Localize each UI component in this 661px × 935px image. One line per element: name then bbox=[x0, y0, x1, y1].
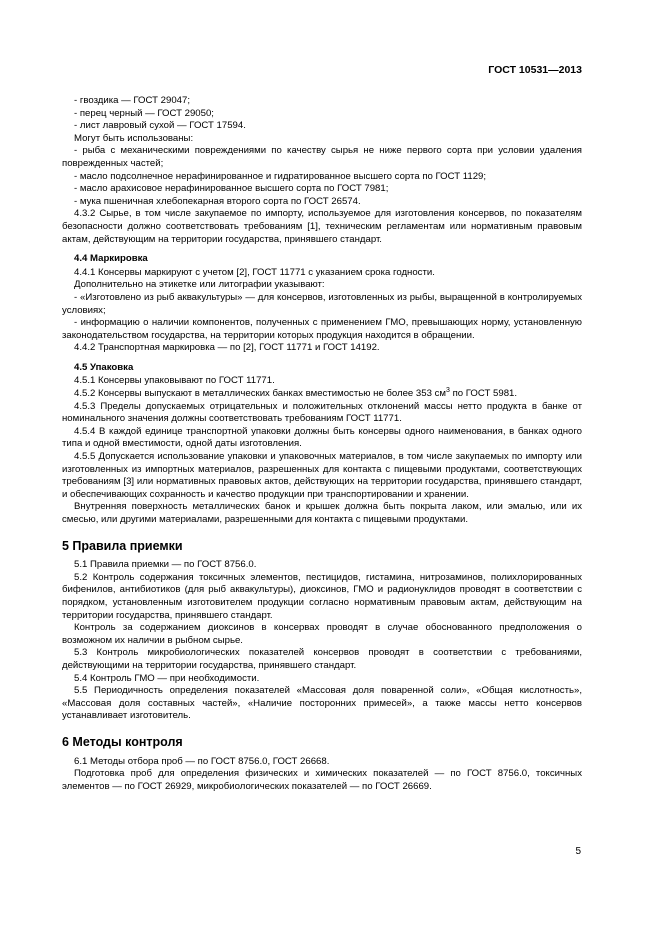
paragraph-4-4-1: 4.4.1 Консервы маркируют с учетом [2], ГОСТ 11771 с указанием срока годности. bbox=[74, 266, 435, 278]
paragraph-dioxin-control: Контроль за содержанием диоксинов в консервах проводят в случае обоснованного предположения о возможном их наличии в рыбном сырье. bbox=[62, 622, 582, 646]
paragraph-4-5-4: 4.5.4 В каждой единице транспортной упаковки должны быть консервы одного наименования, в банках одного типа и одной вместимости, одной даты изготовления. bbox=[62, 425, 582, 450]
list-item-aquaculture: - «Изготовлено из рыб аквакультуры» — для консервов, изготовленных из рыбы, выращенной в контролируемых условиях; bbox=[62, 291, 582, 316]
list-item-peanut-oil: - масло арахисовое нерафинированное высшего сорта по ГОСТ 7981; bbox=[74, 183, 389, 195]
may-be-used-text: Могут быть использованы: bbox=[74, 132, 194, 144]
paragraph-4-5-3: 4.5.3 Пределы допускаемых отрицательных и положительных отклонений массы нетто продукта в банке от номинального значения должны соответствовать требованиям ГОСТ 11771. bbox=[62, 400, 582, 425]
paragraph-4-3-2: 4.3.2 Сырье, в том числе закупаемое по импорту, используемое для изготовления консервов, по показателям безопасности должно соответствовать требованиям [1], техническим регламентам или нормативным правовым актам, действующим на территории государства, принявшего стандарт. bbox=[62, 208, 582, 245]
paragraph-4-4-2: 4.4.2 Транспортная маркировка — по [2], ГОСТ 11771 и ГОСТ 14192. bbox=[74, 342, 380, 354]
page-number: 5 bbox=[575, 846, 581, 857]
list-item-pepper: - перец черный — ГОСТ 29050; bbox=[74, 107, 214, 119]
paragraph-sample-preparation: Подготовка проб для определения физических и химических показателей — по ГОСТ 8756.0, токсичных элементов — по ГОСТ 26929, микробиологических показателей — по ГОСТ 26669. bbox=[62, 768, 582, 792]
list-item-sunflower-oil: - масло подсолнечное нерафинированное и гидратированное высшего сорта по ГОСТ 1129; bbox=[74, 170, 487, 182]
list-item-gmo-info: - информацию о наличии компонентов, полученных с применением ГМО, превышающих норму, установленную законодательством государства, на территории которых продукция находится в обращении. bbox=[62, 317, 582, 341]
section-title-5: 5 Правила приемки bbox=[62, 538, 183, 553]
list-item-damaged-fish: - рыба с механическими повреждениями по качеству сырья не ниже первого сорта при условии удаления поврежденных частей; bbox=[62, 145, 582, 169]
paragraph-additional-labeling: Дополнительно на этикетке или литографии указывают: bbox=[74, 279, 325, 291]
subsection-title-4-4: 4.4 Маркировка bbox=[74, 253, 148, 265]
subsection-title-4-5: 4.5 Упаковка bbox=[74, 361, 134, 373]
paragraph-4-5-5: 4.5.5 Допускается использование упаковки и упаковочных материалов, в том числе закупаемых по импорту или изготовленных из импортных материалов, разрешенных для контакта с пищевыми продуктами, соответствующих требованиям [3] или нормативных правовых актов, действующих на территории государства, принявшего стандарт, и обеспечивающих сохранность и качество продукции при транспортировании и хранении. bbox=[62, 451, 582, 500]
paragraph-5-2: 5.2 Контроль содержания токсичных элементов, пестицидов, гистамина, нитрозаминов, полихлорированных бифенилов, антибиотиков (для рыб аквакультуры), диоксинов, ГМО и радионуклидов проводят в соответствии с порядком, установленным изготовителем продукции согласно нормативным правовым актам, действующим на территории государства, принявшего стандарт. bbox=[62, 571, 582, 621]
document-body bbox=[62, 95, 582, 793]
paragraph-6-1: 6.1 Методы отбора проб — по ГОСТ 8756.0, ГОСТ 26668. bbox=[74, 755, 330, 767]
document-code-header: ГОСТ 10531—2013 bbox=[488, 64, 582, 76]
paragraph-4-5-2-text: 4.5.2 Консервы выпускают в металлических банках вместимостью не более 353 см bbox=[74, 388, 446, 400]
paragraph-5-5: 5.5 Периодичность определения показателей «Массовая доля поваренной соли», «Общая кислотность», «Массовая доля составных частей», «Наличие посторонних примесей», а также массы нетто консервов устанавливает изготовитель. bbox=[62, 685, 582, 722]
section-title-6: 6 Методы контроля bbox=[62, 734, 183, 749]
paragraph-4-5-2-tail: по ГОСТ 5981. bbox=[449, 388, 518, 400]
paragraph-5-3: 5.3 Контроль микробиологических показателей консервов проводят в соответствии с требованиями, действующими на территории государства, принявшего стандарт. bbox=[62, 647, 582, 671]
list-item-cloves: - гвоздика — ГОСТ 29047; bbox=[74, 95, 190, 106]
paragraph-4-5-1: 4.5.1 Консервы упаковывают по ГОСТ 11771. bbox=[74, 375, 275, 387]
list-item-bay-leaf: - лист лавровый сухой — ГОСТ 17594. bbox=[74, 120, 246, 132]
list-item-flour: - мука пшеничная хлебопекарная второго сорта по ГОСТ 26574. bbox=[74, 195, 361, 207]
paragraph-5-4: 5.4 Контроль ГМО — при необходимости. bbox=[74, 672, 260, 684]
superscript-cubic: 3 bbox=[446, 386, 450, 394]
paragraph-inner-surface: Внутренняя поверхность металлических банок и крышек должна быть покрыта лаком, или эмалью, или их смесью, или другими материалами, разрешенными для контакта с пищевыми продуктами. bbox=[62, 501, 582, 525]
paragraph-4-5-2 bbox=[62, 388, 582, 401]
paragraph-5-1: 5.1 Правила приемки — по ГОСТ 8756.0. bbox=[74, 559, 257, 571]
